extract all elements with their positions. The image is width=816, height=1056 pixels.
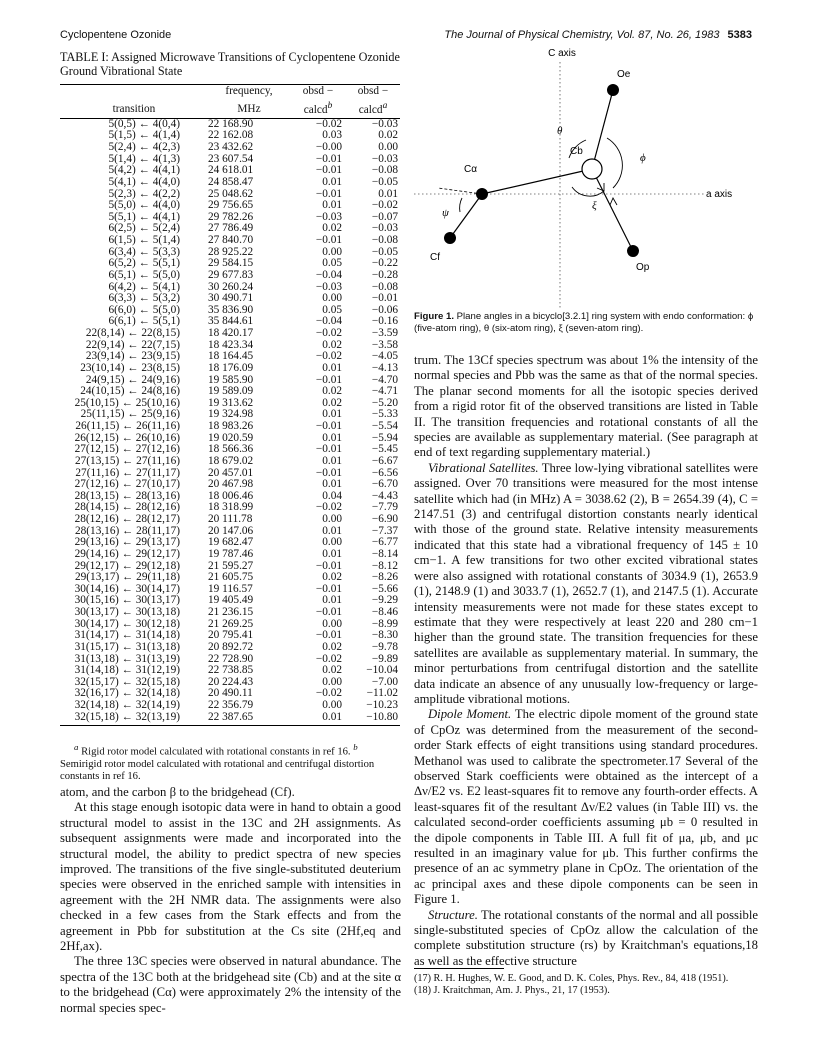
cell-transition: 5(2,3) ← 4(2,2) bbox=[108, 187, 180, 200]
cell-transition: 6(3,4) ← 5(3,3) bbox=[108, 245, 180, 258]
cell-obsd-calcd-b: 0.02 bbox=[322, 640, 342, 653]
label-theta: θ bbox=[557, 125, 563, 137]
cell-frequency: 23 432.62 bbox=[208, 141, 254, 154]
cell-obsd-calcd-a: −4.71 bbox=[371, 385, 398, 398]
cell-transition: 29(13,16) ← 29(13,17) bbox=[74, 536, 180, 549]
cell-obsd-calcd-b: −0.01 bbox=[315, 164, 342, 177]
cell-transition: 5(2,4) ← 4(2,3) bbox=[108, 141, 180, 154]
cell-obsd-calcd-b: 0.05 bbox=[322, 303, 342, 316]
label-cb: Cb bbox=[570, 146, 583, 157]
figure-caption-label: Figure 1. bbox=[414, 311, 454, 322]
cell-transition: 5(5,1) ← 4(4,1) bbox=[108, 210, 180, 223]
cell-obsd-calcd-a: −6.70 bbox=[371, 478, 398, 491]
cell-transition: 6(3,3) ← 5(3,2) bbox=[108, 292, 180, 305]
table-body bbox=[60, 118, 400, 726]
cell-obsd-calcd-a: −8.99 bbox=[371, 617, 398, 630]
table-row bbox=[60, 270, 400, 282]
cell-frequency: 27 840.70 bbox=[208, 234, 254, 247]
footnote-mark: b bbox=[327, 100, 333, 111]
cell-obsd-calcd-b: 0.01 bbox=[322, 524, 342, 537]
cell-transition: 5(0,5) ← 4(0,4) bbox=[108, 117, 180, 130]
cell-transition: 23(9,14) ← 23(9,15) bbox=[85, 350, 180, 363]
cell-transition: 26(12,15) ← 26(10,16) bbox=[74, 431, 180, 444]
cell-obsd-calcd-a: −3.58 bbox=[371, 338, 398, 351]
cell-frequency: 19 020.59 bbox=[208, 431, 254, 444]
cell-frequency: 20 467.98 bbox=[208, 478, 254, 491]
figure-caption-text: Plane angles in a bicyclo[3.2.1] ring system with endo conformation: ϕ (five-atom ring), θ (six-atom ring), ξ (seven-atom ring). bbox=[414, 311, 754, 334]
atom-ca bbox=[476, 188, 488, 200]
table-row bbox=[60, 177, 400, 189]
cell-frequency: 29 584.15 bbox=[208, 257, 254, 270]
cell-transition: 23(10,14) ← 23(8,15) bbox=[80, 361, 180, 374]
cell-obsd-calcd-b: 0.02 bbox=[322, 664, 342, 677]
cell-frequency: 22 356.79 bbox=[208, 699, 254, 712]
cell-transition: 24(9,15) ← 24(9,16) bbox=[85, 373, 180, 386]
table-row bbox=[60, 235, 400, 247]
cell-obsd-calcd-a: −3.59 bbox=[371, 327, 398, 340]
table-row bbox=[60, 514, 400, 526]
footnote-mark: a bbox=[382, 100, 388, 111]
cell-frequency: 25 048.62 bbox=[208, 187, 254, 200]
cell-frequency: 19 682.47 bbox=[208, 536, 254, 549]
cell-obsd-calcd-a: −0.06 bbox=[371, 303, 398, 316]
cell-obsd-calcd-a: −8.30 bbox=[371, 629, 398, 642]
cell-obsd-calcd-a: −0.16 bbox=[371, 315, 398, 328]
table-footnote-ab bbox=[60, 741, 400, 783]
cell-obsd-calcd-a: −5.94 bbox=[371, 431, 398, 444]
cell-obsd-calcd-b: −0.01 bbox=[315, 582, 342, 595]
cell-obsd-calcd-b: 0.02 bbox=[322, 338, 342, 351]
reference-17: (17) R. H. Hughes, W. E. Good, and D. K. Coles, Phys. Rev., 84, 418 (1951). bbox=[414, 973, 729, 984]
cell-frequency: 19 585.90 bbox=[208, 373, 254, 386]
cell-frequency: 29 782.26 bbox=[208, 210, 254, 223]
paragraph: The three 13C species were observed in natural abundance. The spectra of the 13C both at the bridgehead site (Cb) and at the site α to the bridgehead (Cα) were approximately 2% the intensity of the normal species spec- bbox=[60, 954, 401, 1015]
paragraph: trum. The 13Cf species spectrum was about 1% the intensity of the normal species and Pbb was the same as that of the normal species. The planar second moments for all the isotopic species derived from a rigid rotor fit of the observed transitions are listed in Table II. The transition frequencies and rotational constants of all the species are available as supplementary material. (See paragraph at end of text regarding supplementary material.) bbox=[414, 353, 758, 460]
cell-transition: 6(2,5) ← 5(2,4) bbox=[108, 222, 180, 235]
cell-obsd-calcd-b: 0.02 bbox=[322, 385, 342, 398]
cell-obsd-calcd-a: 0.02 bbox=[378, 129, 398, 142]
cell-obsd-calcd-b: 0.02 bbox=[322, 571, 342, 584]
cell-obsd-calcd-b: 0.01 bbox=[322, 361, 342, 374]
cell-transition: 30(14,17) ← 30(12,18) bbox=[74, 617, 180, 630]
journal-citation: The Journal of Physical Chemistry, Vol. 87, No. 26, 1983 bbox=[444, 29, 720, 41]
xi-arc bbox=[572, 187, 604, 196]
cell-frequency: 24 858.47 bbox=[208, 175, 254, 188]
cell-frequency: 22 738.85 bbox=[208, 664, 254, 677]
cell-transition: 30(15,16) ← 30(13,17) bbox=[74, 594, 180, 607]
cell-obsd-calcd-b: −0.02 bbox=[315, 652, 342, 665]
cell-transition: 27(11,16) ← 27(11,17) bbox=[75, 466, 180, 479]
cell-transition: 32(16,17) ← 32(14,18) bbox=[74, 687, 180, 700]
cell-frequency: 19 787.46 bbox=[208, 547, 254, 560]
cell-obsd-calcd-a: −5.66 bbox=[371, 582, 398, 595]
cell-transition: 28(13,15) ← 28(13,16) bbox=[74, 489, 180, 502]
cell-obsd-calcd-a: −5.20 bbox=[371, 396, 398, 409]
header-calcd: calcd bbox=[358, 103, 383, 116]
cell-obsd-calcd-b: −0.02 bbox=[315, 327, 342, 340]
cell-frequency: 21 236.15 bbox=[208, 606, 254, 619]
cell-obsd-calcd-a: −0.05 bbox=[371, 245, 398, 258]
cell-obsd-calcd-b: 0.01 bbox=[322, 594, 342, 607]
header-frequency-2: MHz bbox=[208, 100, 290, 119]
header-obsd-calcd-a-1: obsd − bbox=[346, 85, 400, 100]
cell-frequency: 18 983.26 bbox=[208, 420, 254, 433]
cell-transition: 31(13,18) ← 31(13,19) bbox=[74, 652, 180, 665]
cell-obsd-calcd-a: −6.90 bbox=[371, 513, 398, 526]
cell-transition: 27(12,15) ← 27(12,16) bbox=[74, 443, 180, 456]
cell-obsd-calcd-a: −9.29 bbox=[371, 594, 398, 607]
cell-transition: 6(1,5) ← 5(1,4) bbox=[108, 234, 180, 247]
cell-obsd-calcd-b: 0.00 bbox=[322, 513, 342, 526]
cell-obsd-calcd-b: 0.01 bbox=[322, 175, 342, 188]
cell-frequency: 30 490.71 bbox=[208, 292, 254, 305]
cell-obsd-calcd-b: −0.00 bbox=[315, 141, 342, 154]
table-row bbox=[60, 328, 400, 340]
paragraph-vibrational bbox=[414, 461, 758, 708]
header-spacer bbox=[60, 85, 208, 100]
cell-transition: 6(6,1) ← 5(5,1) bbox=[108, 315, 180, 328]
cell-frequency: 20 224.43 bbox=[208, 675, 254, 688]
cell-frequency: 19 324.98 bbox=[208, 408, 254, 421]
cell-obsd-calcd-b: 0.00 bbox=[322, 699, 342, 712]
paragraph-dipole bbox=[414, 707, 758, 907]
cell-obsd-calcd-b: 0.01 bbox=[322, 478, 342, 491]
cell-obsd-calcd-a: −5.33 bbox=[371, 408, 398, 421]
cell-obsd-calcd-b: 0.03 bbox=[322, 129, 342, 142]
cell-obsd-calcd-b: 0.00 bbox=[322, 245, 342, 258]
cell-obsd-calcd-a: −0.28 bbox=[371, 268, 398, 281]
atom-cf bbox=[444, 232, 456, 244]
phi-arrowhead bbox=[610, 198, 617, 205]
table-row bbox=[60, 700, 400, 712]
cell-obsd-calcd-a: −9.78 bbox=[371, 640, 398, 653]
table-row bbox=[60, 142, 400, 154]
cell-obsd-calcd-b: −0.01 bbox=[315, 466, 342, 479]
cell-frequency: 30 260.24 bbox=[208, 280, 254, 293]
cell-transition: 22(8,14) ← 22(8,15) bbox=[85, 327, 180, 340]
footnote-b-text: Semirigid rotor model calculated with rotational and centrifugal distortion constants in ref 16. bbox=[60, 758, 375, 782]
cell-frequency: 22 168.90 bbox=[208, 117, 254, 130]
cell-frequency: 21 269.25 bbox=[208, 617, 254, 630]
cell-frequency: 18 679.02 bbox=[208, 454, 254, 467]
references bbox=[414, 973, 758, 997]
cell-transition: 6(5,2) ← 5(5,1) bbox=[108, 257, 180, 270]
cell-obsd-calcd-a: −9.89 bbox=[371, 652, 398, 665]
cell-transition: 28(14,15) ← 28(12,16) bbox=[74, 501, 180, 514]
cell-frequency: 21 605.75 bbox=[208, 571, 254, 584]
cell-obsd-calcd-a: −6.67 bbox=[371, 454, 398, 467]
cell-transition: 27(12,16) ← 27(10,17) bbox=[74, 478, 180, 491]
cell-obsd-calcd-b: −0.03 bbox=[315, 210, 342, 223]
cell-obsd-calcd-b: −0.01 bbox=[315, 443, 342, 456]
footnote-a-text: Rigid rotor model calculated with rotational constants in ref 16. bbox=[81, 746, 351, 758]
header-obsd-calcd-b-2 bbox=[290, 100, 346, 119]
section-heading: Structure. bbox=[428, 907, 478, 922]
cell-obsd-calcd-a: −0.03 bbox=[371, 152, 398, 165]
atom-cb bbox=[582, 159, 602, 179]
paragraph-text: The rotational constants of the normal and all possible single-substituted species of CpOz allow the calculation of the complete substitution structure (rs) by Kraitchman's equations,18 as well as the effective structure bbox=[414, 907, 758, 968]
label-phi: ϕ bbox=[640, 152, 646, 164]
paragraph: At this stage enough isotopic data were in hand to obtain a good structural model to assist in the 13C and 2H assignments. As subsequent assignments were made and incorporated into the structural model, the ability to predict spectra of new species improved. The transitions of the five single-substituted deuterium species were observed in the enriched sample with intensities in agreement with the 2H NMR data. The assignments were also checked in a few cases from the Stark effects and from the agreement in Pbb for substitution at the Cs site (2Hf,eq and 2Hf,ax). bbox=[60, 800, 401, 954]
cell-obsd-calcd-a: −0.05 bbox=[371, 175, 398, 188]
cell-frequency: 35 844.61 bbox=[208, 315, 254, 328]
cell-frequency: 18 006.46 bbox=[208, 489, 254, 502]
footnote-mark-a: a bbox=[74, 742, 79, 752]
bond-cb-ca bbox=[482, 169, 592, 194]
cell-transition: 25(10,15) ← 25(10,16) bbox=[74, 396, 180, 409]
page-number: 5383 bbox=[727, 29, 752, 41]
cell-frequency: 20 111.78 bbox=[208, 513, 253, 526]
header-transition: transition bbox=[60, 100, 208, 119]
cell-transition: 26(11,15) ← 26(11,16) bbox=[75, 420, 180, 433]
cell-frequency: 27 786.49 bbox=[208, 222, 254, 235]
cell-obsd-calcd-a: −11.02 bbox=[366, 687, 398, 700]
cell-frequency: 24 618.01 bbox=[208, 164, 254, 177]
cell-transition: 6(5,1) ← 5(5,0) bbox=[108, 268, 180, 281]
cell-frequency: 21 595.27 bbox=[208, 559, 254, 572]
reference-18: (18) J. Kraitchman, Am. J. Phys., 21, 17 (1953). bbox=[414, 985, 610, 997]
cell-obsd-calcd-b: 0.01 bbox=[322, 408, 342, 421]
label-ca: Cα bbox=[464, 164, 478, 175]
cell-obsd-calcd-a: −4.05 bbox=[371, 350, 398, 363]
header-obsd-calcd-a-2 bbox=[346, 100, 400, 119]
cell-obsd-calcd-a: −0.22 bbox=[371, 257, 398, 270]
cell-obsd-calcd-b: −0.02 bbox=[315, 350, 342, 363]
label-oe: Oe bbox=[617, 69, 631, 80]
cell-transition: 6(6,0) ← 5(5,0) bbox=[108, 303, 180, 316]
bond-cb-op bbox=[592, 169, 633, 251]
cell-frequency: 19 589.09 bbox=[208, 385, 254, 398]
cell-obsd-calcd-b: −0.01 bbox=[315, 420, 342, 433]
cell-frequency: 20 490.11 bbox=[208, 687, 253, 700]
table-row bbox=[60, 607, 400, 619]
cell-obsd-calcd-a: −4.70 bbox=[371, 373, 398, 386]
cell-transition: 25(11,15) ← 25(9,16) bbox=[80, 408, 180, 421]
cell-transition: 31(14,17) ← 31(14,18) bbox=[74, 629, 180, 642]
cell-obsd-calcd-a: −7.37 bbox=[371, 524, 398, 537]
paragraph-structure bbox=[414, 908, 758, 970]
label-cf: Cf bbox=[430, 252, 440, 263]
cell-obsd-calcd-b: 0.00 bbox=[322, 292, 342, 305]
cell-obsd-calcd-a: −5.54 bbox=[371, 420, 398, 433]
table-row bbox=[60, 712, 400, 726]
cell-obsd-calcd-b: −0.03 bbox=[315, 280, 342, 293]
cell-frequency: 19 116.57 bbox=[208, 582, 253, 595]
cell-obsd-calcd-b: −0.01 bbox=[315, 234, 342, 247]
cell-obsd-calcd-a: −0.08 bbox=[371, 234, 398, 247]
cell-frequency: 28 925.22 bbox=[208, 245, 254, 258]
label-xi: ξ bbox=[592, 200, 597, 212]
cell-obsd-calcd-a: −10.04 bbox=[366, 664, 398, 677]
cell-frequency: 20 892.72 bbox=[208, 640, 254, 653]
cell-obsd-calcd-b: −0.02 bbox=[315, 117, 342, 130]
cell-obsd-calcd-a: −6.77 bbox=[371, 536, 398, 549]
phi-arc bbox=[607, 138, 622, 188]
cell-obsd-calcd-a: −7.00 bbox=[371, 675, 398, 688]
cell-frequency: 18 423.34 bbox=[208, 338, 254, 351]
footnote-mark-b: b bbox=[353, 742, 358, 752]
table-footnotes bbox=[60, 741, 400, 783]
cell-obsd-calcd-b: 0.02 bbox=[322, 222, 342, 235]
cell-transition: 28(13,16) ← 28(11,17) bbox=[74, 524, 180, 537]
cell-transition: 5(4,2) ← 4(4,1) bbox=[108, 164, 180, 177]
cell-obsd-calcd-a: −8.14 bbox=[371, 547, 398, 560]
section-heading: Dipole Moment. bbox=[428, 707, 512, 722]
cell-transition: 31(14,18) ← 31(12,19) bbox=[74, 664, 180, 677]
label-psi: ψ bbox=[442, 207, 449, 219]
cell-obsd-calcd-a: −4.13 bbox=[371, 361, 398, 374]
table-row bbox=[60, 456, 400, 468]
cell-frequency: 20 457.01 bbox=[208, 466, 254, 479]
cell-obsd-calcd-a: −5.45 bbox=[371, 443, 398, 456]
cell-obsd-calcd-a: −0.01 bbox=[371, 292, 398, 305]
table-title: TABLE I: Assigned Microwave Transitions of Cyclopentene Ozonide Ground Vibrational State bbox=[60, 50, 400, 78]
references-rule bbox=[414, 968, 504, 969]
label-op: Op bbox=[636, 262, 650, 273]
cell-frequency: 23 607.54 bbox=[208, 152, 254, 165]
cell-obsd-calcd-a: −0.02 bbox=[371, 199, 398, 212]
cell-frequency: 18 164.45 bbox=[208, 350, 254, 363]
cell-transition: 5(1,5) ← 4(1,4) bbox=[108, 129, 180, 142]
cell-transition: 32(15,17) ← 32(15,18) bbox=[74, 675, 180, 688]
paragraph-text: Three low-lying vibrational satellites were assigned. Over 70 transitions were measured for the most intense satellite which had (in MHz) A = 3038.62 (2), B = 2654.39 (4), C = 2147.51 (3) and centrifugal distortion constants nearly identical with those of the ground state. Relative intensity measurements indicated that this state had a vibrational frequency of 145 ± 10 cm−1. A few transitions for two other excited vibrational states were also assigned with rotational constants of 3034.9 (1), 2653.9 (1), 2148.9 (1) and 3033.7 (1), 2652.7 (1), and 2147.5 (1). Accurate intensity measurements were not made for these states except to estimate that they were respectively at least 220 and 280 cm−1 higher than the ground state. The transition frequencies for these satellites are available as supplementary material. In summary, the minor perturbations from centrifugal distortion and the satellite data indicate an absence of any unusually low-frequency or large-amplitude vibrational motions. bbox=[414, 460, 758, 706]
c-axis-label: C axis bbox=[548, 48, 576, 59]
cell-transition: 5(1,4) ← 4(1,3) bbox=[108, 152, 180, 165]
cell-frequency: 18 420.17 bbox=[208, 327, 254, 340]
cell-obsd-calcd-a: −0.07 bbox=[371, 210, 398, 223]
left-column-text bbox=[60, 785, 401, 1016]
cell-frequency: 29 756.65 bbox=[208, 199, 254, 212]
cell-obsd-calcd-a: −8.12 bbox=[371, 559, 398, 572]
cell-frequency: 22 728.90 bbox=[208, 652, 254, 665]
cell-frequency: 19 405.49 bbox=[208, 594, 254, 607]
cell-obsd-calcd-a: 0.00 bbox=[378, 141, 398, 154]
figure-caption bbox=[414, 311, 758, 335]
cell-obsd-calcd-b: −0.01 bbox=[315, 606, 342, 619]
cell-transition: 27(13,15) ← 27(11,16) bbox=[74, 454, 180, 467]
dashed-extension bbox=[438, 188, 482, 194]
table-row bbox=[60, 421, 400, 433]
cell-transition: 24(10,15) ← 24(8,16) bbox=[80, 385, 180, 398]
cell-transition: 31(15,17) ← 31(13,18) bbox=[74, 640, 180, 653]
cell-transition: 29(14,16) ← 29(12,17) bbox=[74, 547, 180, 560]
cell-obsd-calcd-b: −0.01 bbox=[315, 629, 342, 642]
cell-obsd-calcd-a: −8.26 bbox=[371, 571, 398, 584]
right-column-text bbox=[414, 353, 758, 969]
bond-ca-cf bbox=[450, 194, 482, 238]
cell-obsd-calcd-b: 0.00 bbox=[322, 675, 342, 688]
cell-transition: 29(13,17) ← 29(11,18) bbox=[74, 571, 180, 584]
cell-transition: 30(14,16) ← 30(14,17) bbox=[74, 582, 180, 595]
cell-transition: 30(13,17) ← 30(13,18) bbox=[74, 606, 180, 619]
cell-obsd-calcd-b: −0.01 bbox=[315, 373, 342, 386]
figure-1-diagram bbox=[414, 48, 758, 308]
paragraph: atom, and the carbon β to the bridgehead (Cf). bbox=[60, 785, 295, 799]
cell-obsd-calcd-b: −0.01 bbox=[315, 559, 342, 572]
a-axis-label: a axis bbox=[706, 189, 733, 200]
table-row bbox=[60, 549, 400, 561]
cell-obsd-calcd-a: −0.08 bbox=[371, 164, 398, 177]
cell-obsd-calcd-b: −0.04 bbox=[315, 315, 342, 328]
cell-obsd-calcd-b: 0.04 bbox=[322, 489, 342, 502]
cell-transition: 32(15,18) ← 32(13,19) bbox=[60, 712, 208, 726]
atom-oe bbox=[607, 84, 619, 96]
cell-transition: 28(12,16) ← 28(12,17) bbox=[74, 513, 180, 526]
cell-obsd-calcd-b: 0.02 bbox=[322, 396, 342, 409]
cell-obsd-calcd-a: −0.08 bbox=[371, 280, 398, 293]
transitions-table bbox=[60, 84, 400, 726]
cell-obsd-calcd-b: 0.00 bbox=[322, 536, 342, 549]
table-row bbox=[60, 363, 400, 375]
cell-frequency: 19 313.62 bbox=[208, 396, 254, 409]
cell-frequency: 35 836.90 bbox=[208, 303, 254, 316]
cell-frequency: 22 162.08 bbox=[208, 129, 254, 142]
header-obsd-calcd-b-1: obsd − bbox=[290, 85, 346, 100]
cell-obsd-calcd-a: 0.01 bbox=[378, 187, 398, 200]
cell-obsd-calcd-a: −0.03 bbox=[371, 222, 398, 235]
cell-obsd-calcd-a: −10.80 bbox=[346, 712, 400, 726]
cell-obsd-calcd-b: 0.01 bbox=[322, 199, 342, 212]
header-frequency-1: frequency, bbox=[208, 85, 290, 100]
cell-obsd-calcd-a: −8.46 bbox=[371, 606, 398, 619]
cell-transition: 32(14,18) ← 32(14,19) bbox=[74, 699, 180, 712]
cell-transition: 29(12,17) ← 29(12,18) bbox=[74, 559, 180, 572]
cell-obsd-calcd-b: 0.01 bbox=[322, 431, 342, 444]
psi-arc bbox=[460, 198, 462, 212]
cell-obsd-calcd-b: −0.04 bbox=[315, 268, 342, 281]
cell-obsd-calcd-b: 0.01 bbox=[322, 454, 342, 467]
section-heading: Vibrational Satellites. bbox=[428, 460, 539, 475]
cell-frequency: 29 677.83 bbox=[208, 268, 254, 281]
cell-obsd-calcd-b: −0.02 bbox=[315, 501, 342, 514]
table-row bbox=[60, 642, 400, 654]
cell-frequency: 20 795.41 bbox=[208, 629, 254, 642]
cell-obsd-calcd-a: −6.56 bbox=[371, 466, 398, 479]
cell-obsd-calcd-b: 0.00 bbox=[322, 617, 342, 630]
cell-obsd-calcd-a: −10.23 bbox=[366, 699, 398, 712]
cell-transition: 22(9,14) ← 22(7,15) bbox=[85, 338, 180, 351]
cell-obsd-calcd-a: −7.79 bbox=[371, 501, 398, 514]
cell-obsd-calcd-b: 0.01 bbox=[290, 712, 346, 726]
header-calcd: calcd bbox=[303, 103, 328, 116]
atom-op bbox=[627, 245, 639, 257]
paragraph-text: The electric dipole moment of the ground state of CpOz was determined from the measurement of the second-order Stark effects of eight transitions using standard procedures. Methanol was used to calibrate the spectrometer.17 Several of the observed Stark coefficients were obtained as the intercept of a Δν/E2 vs. E2 least-squares fit to remove any fourth-order effects. A least-squares fit of the resultant Δν/E2 values (in Table III) vs. the calculated second-order coefficients assuming μb = 0 resulted in the dipole components in Table III. A full fit of μa, μb, and μc resulted in an imaginary value for μb. This further confirms the presence of an ac symmetry plane in CpOz. The orientation of the ac principal axes and these dipole components can be seen in Figure 1. bbox=[414, 707, 759, 907]
cell-transition: 5(4,1) ← 4(4,0) bbox=[108, 175, 180, 188]
bond-cb-oe bbox=[592, 90, 613, 169]
cell-frequency: 18 176.09 bbox=[208, 361, 254, 374]
cell-obsd-calcd-b: −0.02 bbox=[315, 687, 342, 700]
cell-obsd-calcd-b: −0.01 bbox=[315, 152, 342, 165]
cell-obsd-calcd-a: −4.43 bbox=[371, 489, 398, 502]
cell-frequency: 18 318.99 bbox=[208, 501, 254, 514]
cell-frequency: 18 566.36 bbox=[208, 443, 254, 456]
cell-obsd-calcd-b: 0.05 bbox=[322, 257, 342, 270]
cell-obsd-calcd-b: −0.01 bbox=[315, 187, 342, 200]
cell-frequency: 22 387.65 bbox=[208, 712, 290, 726]
cell-obsd-calcd-b: 0.01 bbox=[322, 547, 342, 560]
running-head-left: Cyclopentene Ozonide bbox=[60, 29, 172, 41]
cell-frequency: 20 147.06 bbox=[208, 524, 254, 537]
cell-transition: 5(5,0) ← 4(4,0) bbox=[108, 199, 180, 212]
cell-transition: 6(4,2) ← 5(4,1) bbox=[108, 280, 180, 293]
running-head-right bbox=[444, 29, 752, 41]
cell-obsd-calcd-a: −0.03 bbox=[371, 117, 398, 130]
